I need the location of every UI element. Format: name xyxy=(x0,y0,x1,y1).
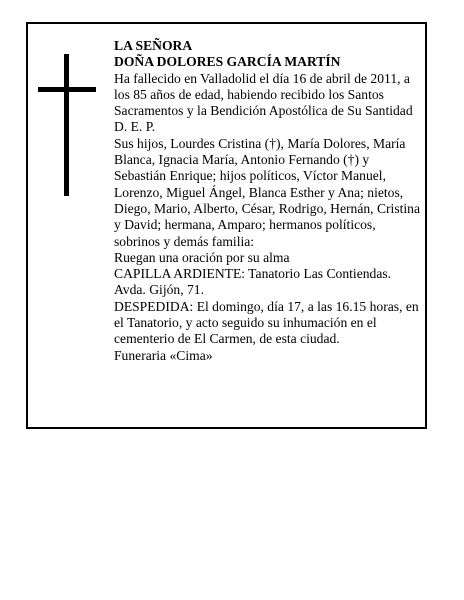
cross-icon xyxy=(38,54,96,196)
funeral-chapel-paragraph: CAPILLA ARDIENTE: Tanatorio Las Contiendas. Avda. Gijón, 71. xyxy=(114,266,392,298)
obituary-title-line1: LA SEÑORA xyxy=(114,38,193,53)
prayer-request-line: Ruegan una oración por su alma xyxy=(114,249,290,265)
farewell-paragraph: DESPEDIDA: El domingo, día 17, a las 16.15 horas, en el Tanatorio, y acto seguido su inhumación en el cementerio de El Carmen, de esta ciudad. xyxy=(114,298,419,347)
obituary-text xyxy=(114,38,422,364)
family-paragraph: Sus hijos, Lourdes Cristina (†), María Dolores, María Blanca, Ignacia María, Antonio Fernando (†) y Sebastián Enrique; hijos políticos, Víctor Manuel, Lorenzo, Miguel Ángel, Blanca Esther y Ana; nietos, Diego, Mario, Alberto, César, Rodrigo, Hernán, Cristina y David; hermana, Amparo; hermanos políticos, sobrinos y demás familia: xyxy=(114,135,421,249)
death-announcement-paragraph: Ha fallecido en Valladolid el día 16 de abril de 2011, a los 85 años de edad, habiendo recibido los Santos Sacramentos y la Bendición Apostólica de Su Santidad D. E. P. xyxy=(114,70,413,135)
cross-horizontal-bar xyxy=(38,87,96,92)
cross-vertical-bar xyxy=(64,54,69,196)
deceased-name: DOÑA DOLORES GARCÍA MARTÍN xyxy=(114,54,341,70)
funeral-home-line: Funeraria «Cima» xyxy=(114,347,213,363)
